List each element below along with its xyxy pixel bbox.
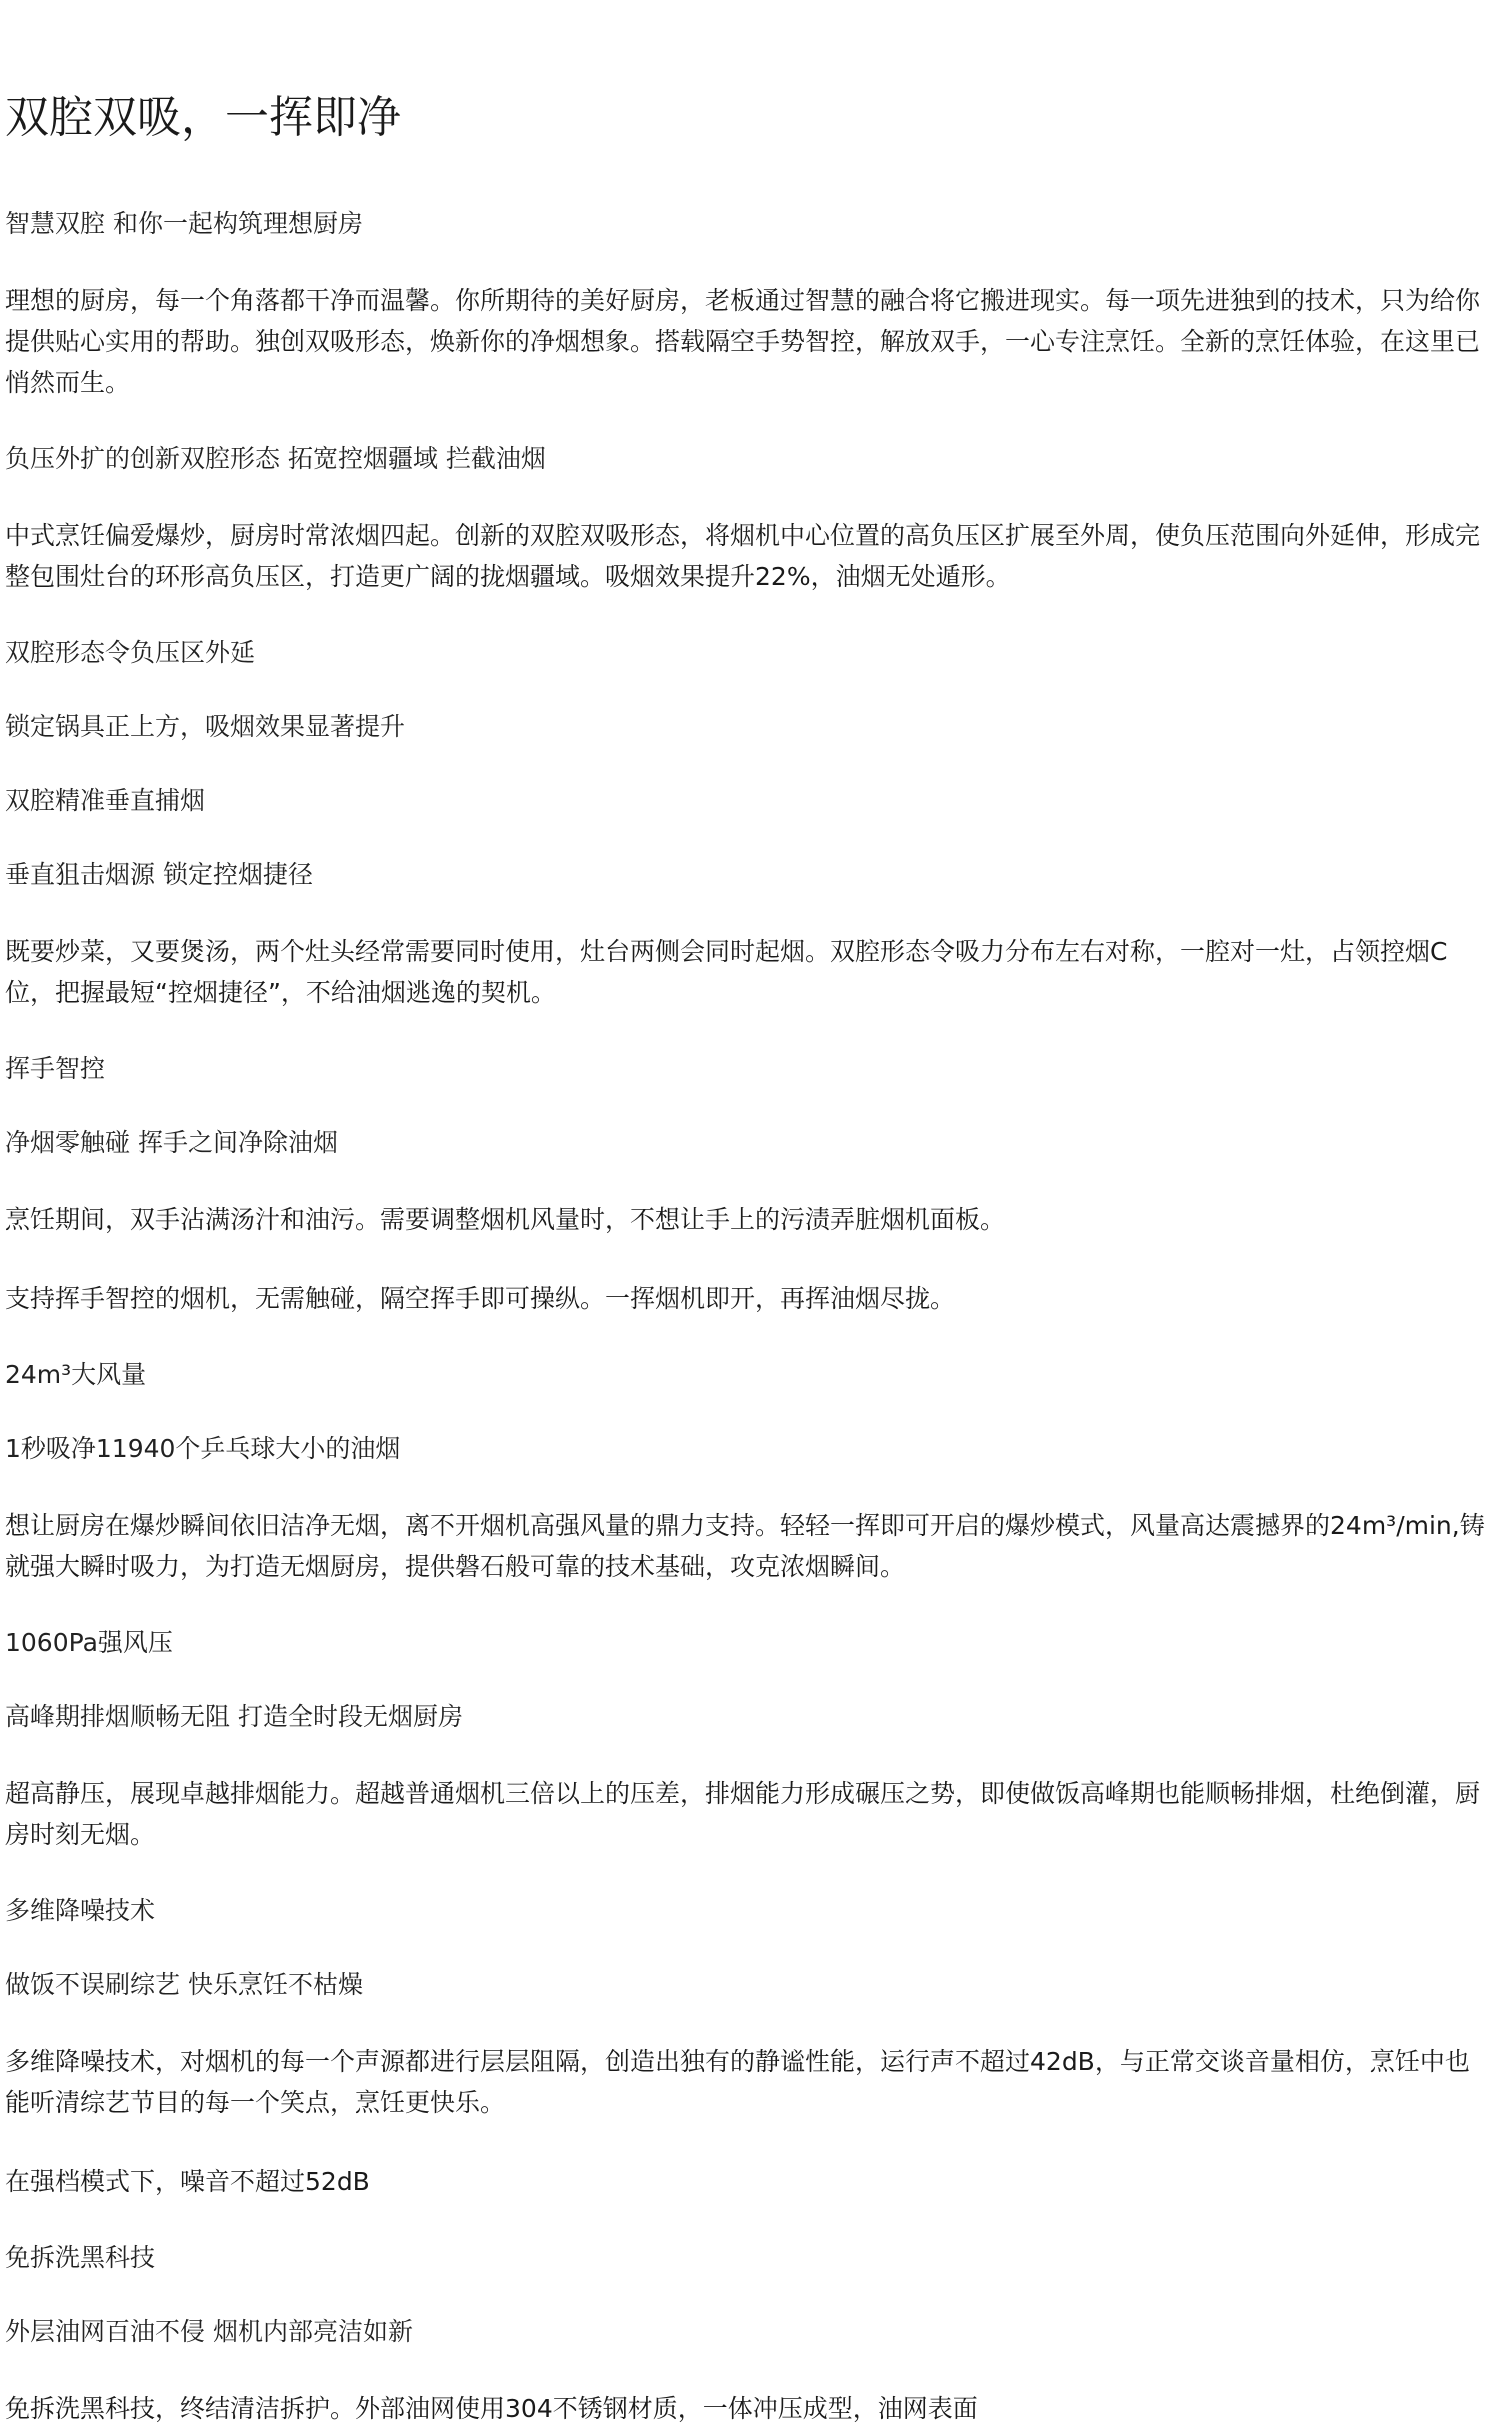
paragraph: 既要炒菜，又要煲汤，两个灶头经常需要同时使用，灶台两侧会同时起烟。双腔形态令吸力分布左右对称，一腔对一灶，占领控烟C位，把握最短“控烟捷径”，不给油烟逃逸的契机。 [5, 937, 1448, 1007]
section-heading: 双腔精准垂直捕烟 [5, 786, 206, 815]
section-heading: 免拆洗黑科技 [5, 2243, 156, 2272]
section-heading: 多维降噪技术 [5, 1896, 156, 1925]
section-heading: 双腔形态令负压区外延 [5, 638, 256, 667]
paragraph: 想让厨房在爆炒瞬间依旧洁净无烟，离不开烟机高强风量的鼎力支持。轻轻一挥即可开启的爆炒模式，风量高达震撼界的24m³/min,铸就强大瞬时吸力，为打造无烟厨房，提供磐石般可靠的技术基础，攻克浓烟瞬间。 [5, 1511, 1485, 1581]
section-heading: 1060Pa强风压 [5, 1628, 173, 1657]
paragraph: 超高静压，展现卓越排烟能力。超越普通烟机三倍以上的压差，排烟能力形成碾压之势，即使做饭高峰期也能顺畅排烟，杜绝倒灌，厨房时刻无烟。 [5, 1779, 1481, 1849]
paragraph: 烹饪期间，双手沾满汤汁和油污。需要调整烟机风量时，不想让手上的污渍弄脏烟机面板。 [5, 1205, 1006, 1234]
article [5, 88, 1485, 2429]
section-heading: 垂直狙击烟源 锁定控烟捷径 [5, 860, 313, 889]
section-heading: 做饭不误刷综艺 快乐烹饪不枯燥 [5, 1970, 363, 1999]
section-heading: 净烟零触碰 挥手之间净除油烟 [5, 1128, 338, 1157]
section-heading: 锁定锅具正上方，吸烟效果显著提升 [5, 712, 406, 741]
section-heading: 外层油网百油不侵 烟机内部亮洁如新 [5, 2317, 413, 2346]
section-heading: 智慧双腔 和你一起构筑理想厨房 [5, 209, 363, 238]
paragraph: 支持挥手智控的烟机，无需触碰，隔空挥手即可操纵。一挥烟机即开，再挥油烟尽拢。 [5, 1284, 956, 1313]
section-heading: 24m³大风量 [5, 1360, 147, 1389]
paragraph: 理想的厨房，每一个角落都干净而温馨。你所期待的美好厨房，老板通过智慧的融合将它搬进现实。每一项先进独到的技术，只为给你提供贴心实用的帮助。独创双吸形态，焕新你的净烟想象。搭载隔空手势智控，解放双手，一心专注烹饪。全新的烹饪体验，在这里已悄然而生。 [5, 286, 1481, 397]
page-title: 双腔双吸，一挥即净 [5, 92, 401, 143]
section-heading: 负压外扩的创新双腔形态 拓宽控烟疆域 拦截油烟 [5, 444, 546, 473]
section-heading: 挥手智控 [5, 1054, 106, 1083]
section-heading: 1秒吸净11940个乒乓球大小的油烟 [5, 1434, 401, 1463]
paragraph: 免拆洗黑科技，终结清洁拆护。外部油网使用304不锈钢材质，一体冲压成型，油网表面 [5, 2394, 978, 2423]
section-heading: 高峰期排烟顺畅无阻 打造全时段无烟厨房 [5, 1702, 463, 1731]
paragraph: 在强档模式下，噪音不超过52dB [5, 2167, 370, 2196]
paragraph: 中式烹饪偏爱爆炒，厨房时常浓烟四起。创新的双腔双吸形态，将烟机中心位置的高负压区扩展至外周，使负压范围向外延伸，形成完整包围灶台的环形高负压区，打造更广阔的拢烟疆域。吸烟效果提升22%，油烟无处遁形。 [5, 521, 1481, 591]
paragraph: 多维降噪技术，对烟机的每一个声源都进行层层阻隔，创造出独有的静谧性能，运行声不超过42dB，与正常交谈音量相仿，烹饪中也能听清综艺节目的每一个笑点，烹饪更快乐。 [5, 2047, 1470, 2117]
